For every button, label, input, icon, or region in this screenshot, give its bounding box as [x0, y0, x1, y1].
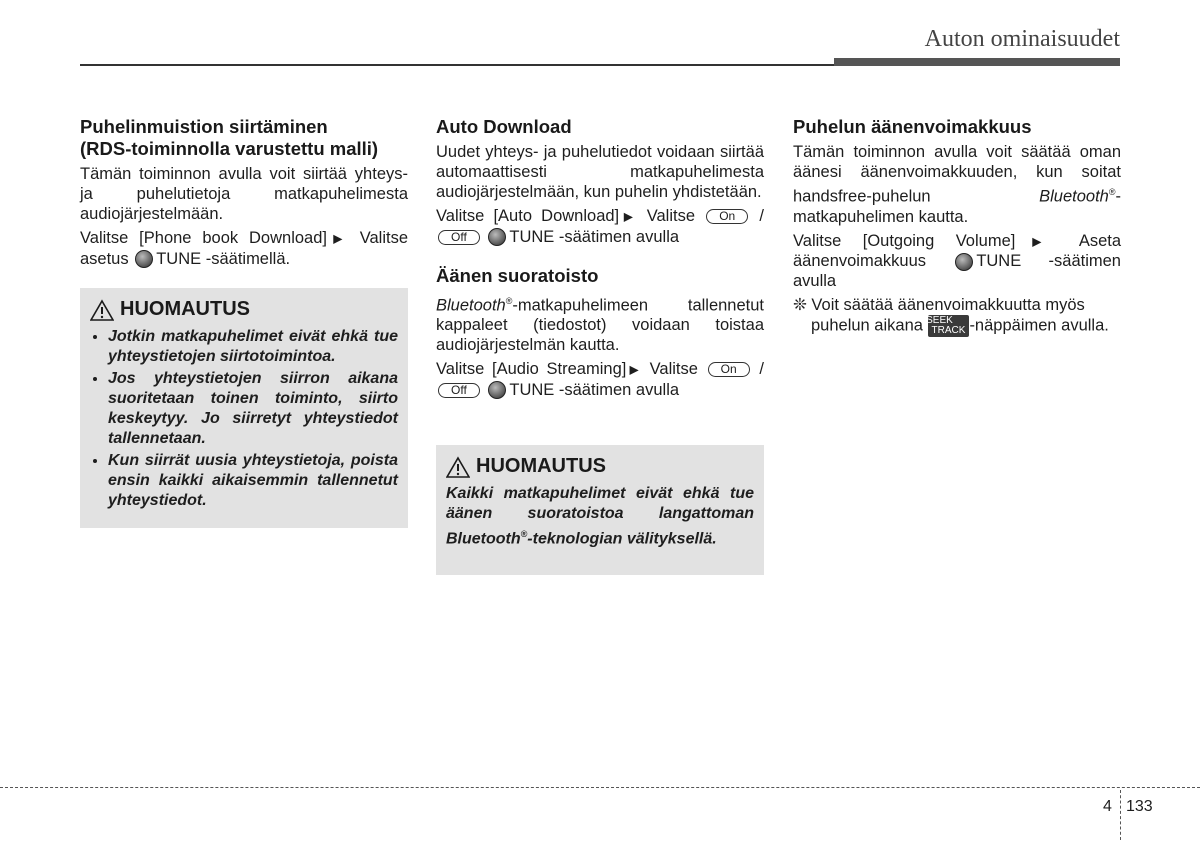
section-heading-auto-download: Auto Download	[436, 116, 572, 137]
section-heading-call-volume: Puhelun äänenvoimakkuus	[793, 116, 1032, 137]
tune-knob-icon	[488, 228, 506, 246]
notice-box-phonebook	[80, 288, 408, 528]
notice-item: • Jotkin matkapuhelimet eivät ehkä tue yhteystietojen siirtotoimintoa.	[108, 327, 398, 367]
call-volume-description: Tämän toiminnon avulla voit säätää oman äänesi äänenvoimakkuuden, kun soitat handsfree-puhelun Bluetooth®-matkapuhelimen kautta.	[793, 143, 1121, 226]
audio-streaming-instruction: Valitse [Audio Streaming]▶ Valitse On / Off TUNE -säätimen avulla	[436, 360, 764, 399]
notice-item: • Jos yhteystietojen siirron aikana suoritetaan toinen toiminto, siirto keskeytyy. Jo siirretyt yhteystiedot tallennetaan.	[108, 369, 398, 449]
tune-knob-icon	[488, 381, 506, 399]
right-arrow-icon: ▶	[619, 209, 638, 224]
column-auto-download	[436, 116, 764, 404]
off-button-icon: Off	[438, 383, 480, 398]
tune-knob-icon	[135, 250, 153, 268]
notice-box-streaming	[436, 445, 764, 575]
header-rule-thick	[834, 58, 1120, 66]
audio-streaming-description: Bluetooth®-matkapuhelimeen tallennetut kappaleet (tiedostot) voidaan toistaa audiojärjestelmän kautta.	[436, 295, 764, 355]
right-arrow-icon: ▶	[1015, 234, 1059, 249]
column-phonebook-transfer	[80, 116, 408, 273]
auto-download-description: Uudet yhteys- ja puhelutiedot voidaan siirtää automaattisesti matkapuhelimesta audiojärjestelmään, kun puhelin yhdistetään.	[436, 143, 764, 201]
phonebook-description: Tämän toiminnon avulla voit siirtää yhteys- ja puhelutietoja matkapuhelimesta audiojärjestelmään.	[80, 165, 408, 223]
notice-title: HUOMAUTUS	[90, 298, 398, 321]
on-button-icon: On	[708, 362, 750, 377]
header-rule-thin	[80, 64, 840, 66]
footer-vertical-rule	[1120, 790, 1121, 840]
off-button-icon: Off	[438, 230, 480, 245]
right-arrow-icon: ▶	[326, 231, 349, 246]
note-asterisk-icon: ❊	[793, 296, 807, 315]
notice-item: • Kun siirrät uusia yhteystietoja, poista ensin kaikki aikaisemmin tallennetut yhteystiedot.	[108, 451, 398, 511]
section-heading-phonebook: Puhelinmuistion siirtäminen (RDS-toiminnolla varustettu malli)	[80, 116, 379, 159]
page-header-title: Auton ominaisuudet	[924, 26, 1120, 52]
seek-track-button-icon: SEEK TRACK	[928, 315, 970, 337]
column-call-volume	[793, 116, 1121, 341]
page-number: 133	[1126, 798, 1153, 815]
warning-triangle-icon	[446, 456, 470, 478]
chapter-number: 4	[1103, 798, 1112, 815]
phonebook-instruction: Valitse [Phone book Download]▶ Valitse asetus TUNE -säätimellä.	[80, 229, 409, 268]
footer-dashed-rule	[0, 787, 1200, 788]
warning-triangle-icon	[90, 299, 114, 321]
notice-title: HUOMAUTUS	[446, 455, 754, 478]
notice-text: Kaikki matkapuhelimet eivät ehkä tue äänen suoratoistoa langattoman Bluetooth®-teknologian välityksellä.	[446, 485, 754, 548]
auto-download-instruction: Valitse [Auto Download]▶ Valitse On / Off TUNE -säätimen avulla	[436, 207, 764, 246]
tune-knob-icon	[955, 253, 973, 271]
section-heading-audio-streaming: Äänen suoratoisto	[436, 264, 599, 286]
call-volume-note: ❊ Voit säätää äänenvoimakkuutta myös puhelun aikana SEEK TRACK -näppäimen avulla.	[793, 296, 1109, 337]
right-arrow-icon: ▶	[626, 362, 642, 377]
on-button-icon: On	[706, 209, 748, 224]
call-volume-instruction: Valitse [Outgoing Volume]▶ Aseta äänenvoimakkuus TUNE -säätimen avulla	[793, 231, 1122, 291]
